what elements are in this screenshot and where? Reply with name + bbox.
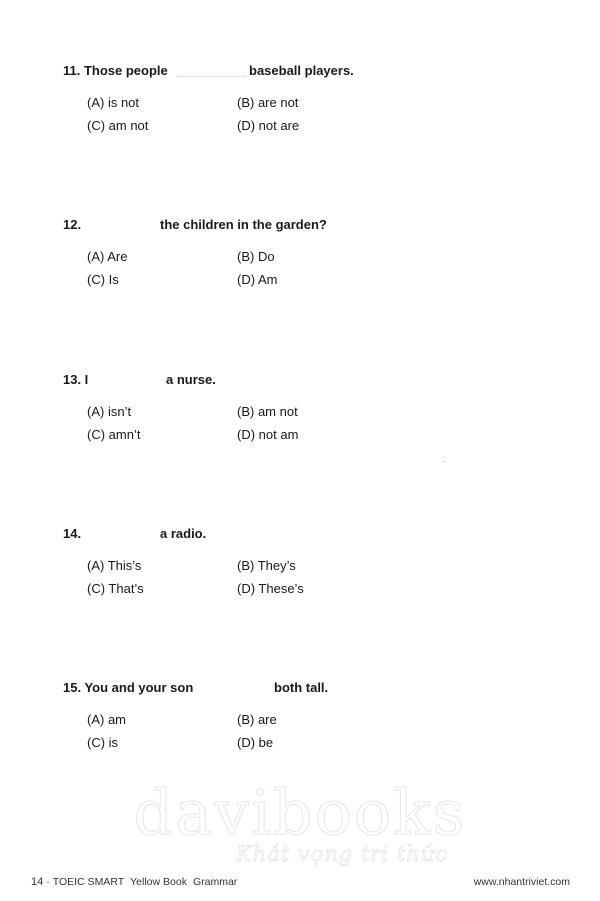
question-prompt: [63, 63, 543, 83]
question-prompt: [63, 680, 543, 700]
book-section: Grammar: [192, 876, 238, 888]
answer-options: [63, 249, 543, 299]
prompt-end: baseball players.: [249, 63, 354, 78]
answer-options: [63, 404, 543, 454]
option-a[interactable]: (A) isn’t: [87, 404, 132, 419]
prompt-start: 11. Those people: [63, 63, 168, 78]
question-prompt: [63, 217, 543, 237]
option-a[interactable]: (A) am: [87, 712, 126, 727]
answer-options: [63, 95, 543, 145]
page-number: 14: [31, 876, 44, 888]
option-d[interactable]: (D) not are: [237, 118, 300, 133]
option-c[interactable]: (C) amn’t: [87, 427, 141, 442]
option-c[interactable]: (C) That’s: [87, 581, 144, 596]
option-b[interactable]: (B) Do: [237, 249, 275, 264]
option-b[interactable]: (B) are not: [237, 95, 299, 110]
option-d[interactable]: (D) be: [237, 735, 274, 750]
book-color: Yellow Book: [130, 876, 187, 888]
prompt-start: 12.: [63, 217, 82, 232]
option-b[interactable]: (B) am not: [237, 404, 298, 419]
footer-book-info: [31, 876, 237, 888]
book-title: TOEIC SMART: [52, 876, 125, 888]
answer-blank: [176, 76, 246, 77]
option-c[interactable]: (C) Is: [87, 272, 119, 287]
watermark-brand: davibooks: [133, 776, 467, 849]
option-b[interactable]: (B) are: [237, 712, 277, 727]
publisher-website[interactable]: www.nhantriviet.com: [473, 876, 570, 888]
watermark-tagline: Khát vọng tri thức: [236, 842, 449, 866]
answer-options: [63, 558, 543, 608]
prompt-start: 14.: [63, 526, 82, 541]
option-d[interactable]: (D) These’s: [237, 581, 304, 596]
question-15: [63, 680, 543, 762]
question-prompt: [63, 526, 543, 546]
option-d[interactable]: (D) not am: [237, 427, 299, 442]
answer-options: [63, 712, 543, 762]
option-b[interactable]: (B) They’s: [237, 558, 296, 573]
option-c[interactable]: (C) am not: [87, 118, 149, 133]
scan-speck: [444, 461, 445, 462]
question-prompt: [63, 372, 543, 392]
prompt-start: 15. You and your son: [63, 680, 194, 695]
prompt-end: the children in the garden?: [160, 217, 327, 232]
footer-dash: -: [46, 876, 50, 888]
prompt-end: both tall.: [274, 680, 329, 695]
prompt-end: a radio.: [160, 526, 207, 541]
option-a[interactable]: (A) Are: [87, 249, 128, 264]
option-a[interactable]: (A) is not: [87, 95, 140, 110]
publisher-watermark: [0, 776, 600, 866]
question-11: [63, 63, 543, 145]
question-13: [63, 372, 543, 454]
prompt-end: a nurse.: [166, 372, 216, 387]
question-14: [63, 526, 543, 608]
option-c[interactable]: (C) is: [87, 735, 119, 750]
option-d[interactable]: (D) Am: [237, 272, 278, 287]
option-a[interactable]: (A) This’s: [87, 558, 142, 573]
prompt-start: 13. I: [63, 372, 89, 387]
question-12: [63, 217, 543, 299]
